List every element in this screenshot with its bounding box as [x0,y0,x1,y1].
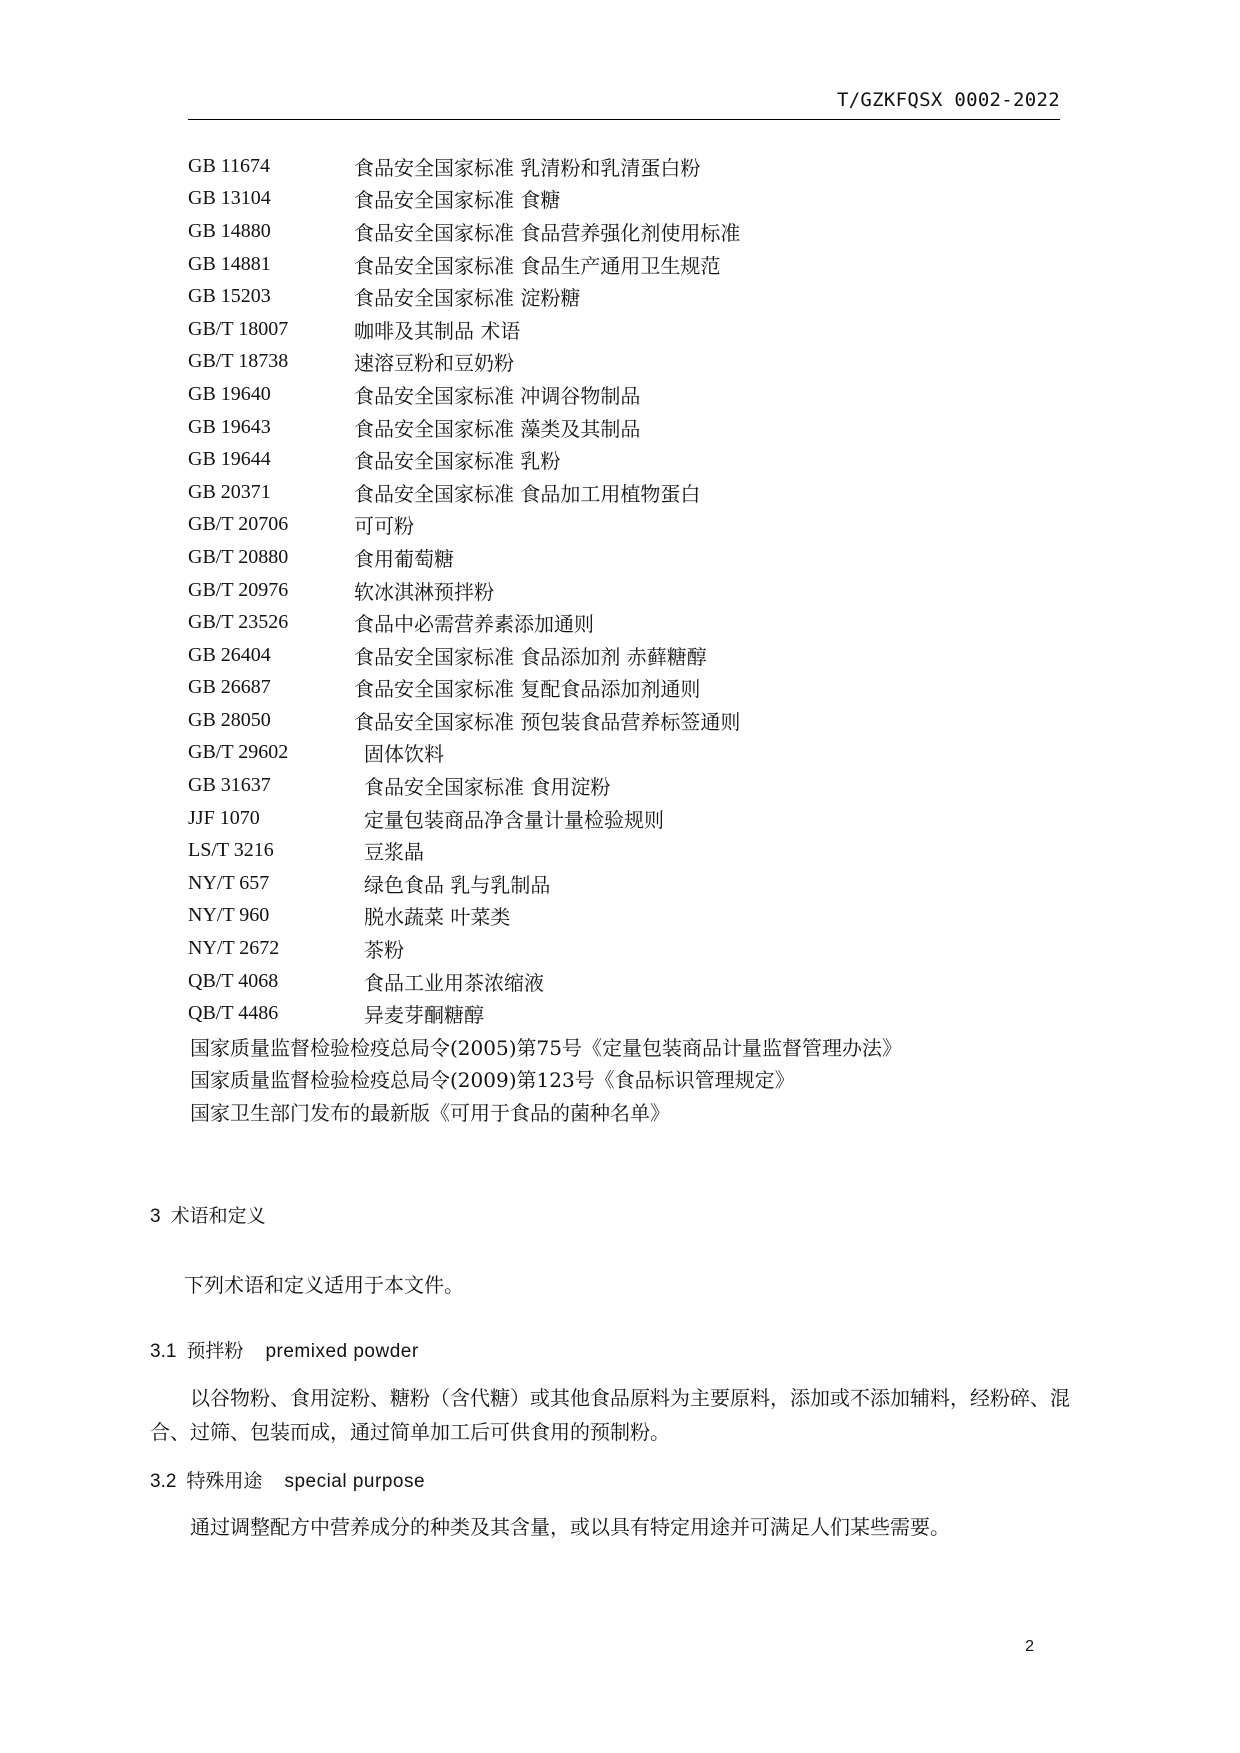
reference-row [188,965,1068,998]
reference-code: GB/T 20976 [188,578,289,601]
reference-row [188,313,1068,346]
reference-code: GB 13104 [188,187,271,210]
reference-code: QB/T 4486 [188,1002,279,1025]
reference-row [188,802,1068,835]
reference-title: 软冰淇淋预拌粉 [354,579,494,604]
reference-title: 食品安全国家标准 冲调谷物制品 [354,383,641,408]
reference-code: GB/T 20706 [188,513,289,536]
term-title-cn: 特殊用途 [186,1471,263,1492]
reference-row [188,639,1068,672]
reference-row [188,606,1068,639]
reference-code: GB/T 18007 [188,317,289,340]
reference-row [188,378,1068,411]
reference-code: GB 14880 [188,219,271,242]
reference-title: 咖啡及其制品 术语 [354,318,521,343]
reference-title: 可可粉 [354,514,414,539]
reference-title: 食品中必需营养素添加通则 [354,612,594,637]
reference-row [188,932,1068,965]
reference-code: JJF 1070 [188,806,260,829]
reference-code: GB/T 20880 [188,545,289,568]
reference-code: GB 19644 [188,448,271,471]
reference-row [188,737,1068,770]
reference-title: 脱水蔬菜 叶菜类 [364,905,511,930]
reference-row [188,672,1068,705]
reference-row [188,346,1068,379]
reference-code: NY/T 2672 [188,937,280,960]
term-number: 3.2 [150,1471,177,1492]
reference-row [188,509,1068,542]
reference-title: 食品安全国家标准 乳清粉和乳清蛋白粉 [354,155,701,180]
reference-row [188,476,1068,509]
reference-code: GB 28050 [188,708,271,731]
reference-row [188,248,1068,281]
reference-row [188,867,1068,900]
term-title-en: special purpose [284,1471,426,1492]
reference-code: GB 19643 [188,415,271,438]
reference-row [188,900,1068,933]
term-3-2-definition: 通过调整配方中营养成分的种类及其含量，或以具有特定用途并可满足人们某些需要。 [190,1515,950,1539]
section-title: 术语和定义 [170,1206,266,1227]
reference-title: 食用葡萄糖 [354,546,454,571]
reference-title: 食品工业用茶浓缩液 [364,970,544,995]
reference-row [188,411,1068,444]
reference-code: GB/T 29602 [188,741,289,764]
regulation-note: 国家质量监督检验检疫总局令(2005)第75号《定量包装商品计量监督管理办法》 [190,1035,902,1060]
reference-code: GB 19640 [188,382,271,405]
regulation-note: 国家质量监督检验检疫总局令(2009)第123号《食品标识管理规定》 [190,1068,795,1093]
term-3-1-definition: 以谷物粉、食用淀粉、糖粉（含代糖）或其他食品原料为主要原料，添加或不添加辅料，经粉碎、混合、过筛、包装而成，通过简单加工后可供食用的预制粉。 [150,1386,1070,1444]
reference-title: 食品安全国家标准 预包装食品营养标签通则 [354,709,741,734]
term-3-2-heading [150,1466,425,1493]
reference-code: GB 14881 [188,252,271,275]
section-number: 3 [150,1206,161,1227]
reference-title: 食品安全国家标准 食品添加剂 赤藓糖醇 [354,644,707,669]
reference-title: 食品安全国家标准 复配食品添加剂通则 [354,677,701,702]
reference-row [188,541,1068,574]
reference-title: 食品安全国家标准 食品生产通用卫生规范 [354,253,721,278]
reference-row [188,215,1068,248]
reference-code: LS/T 3216 [188,839,274,862]
page-number: 2 [1025,1638,1034,1655]
reference-code: NY/T 657 [188,871,270,894]
reference-title: 食品安全国家标准 藻类及其制品 [354,416,641,441]
reference-code: GB 26404 [188,643,271,666]
term-number: 3.1 [150,1341,177,1362]
reference-code: QB/T 4068 [188,969,279,992]
section-intro: 下列术语和定义适用于本文件。 [184,1273,464,1297]
reference-title: 食品安全国家标准 乳粉 [354,449,561,474]
reference-title: 异麦芽酮糖醇 [364,1003,484,1028]
regulation-note: 国家卫生部门发布的最新版《可用于食品的菌种名单》 [190,1101,670,1126]
normative-references-list [188,150,1068,1128]
reference-code: GB 31637 [188,774,271,797]
reference-title: 豆浆晶 [364,840,424,865]
standard-code-header: T/GZKFQSX 0002-2022 [836,89,1060,111]
reference-title: 茶粉 [364,938,404,963]
reference-title: 食品安全国家标准 食用淀粉 [364,775,611,800]
section-3-heading [150,1201,266,1228]
reference-title: 绿色食品 乳与乳制品 [364,872,551,897]
reference-code: GB/T 23526 [188,611,289,634]
reference-row [188,997,1068,1030]
reference-row [188,183,1068,216]
reference-row [188,834,1068,867]
reference-title: 速溶豆粉和豆奶粉 [354,351,514,376]
reference-row [188,150,1068,183]
reference-row [188,443,1068,476]
reference-code: GB 11674 [188,154,271,177]
reference-code: GB 20371 [188,480,271,503]
reference-code: NY/T 960 [188,904,270,927]
reference-title: 固体饮料 [364,742,444,767]
reference-row [188,280,1068,313]
reference-row [188,574,1068,607]
reference-title: 食品安全国家标准 食品营养强化剂使用标准 [354,220,741,245]
reference-row [188,704,1068,737]
reference-row [188,769,1068,802]
header-rule [188,119,1060,120]
reference-title: 定量包装商品净含量计量检验规则 [364,807,664,832]
reference-title: 食品安全国家标准 食糖 [354,188,561,213]
term-3-1-heading [150,1336,419,1363]
term-title-cn: 预拌粉 [186,1341,244,1362]
reference-title: 食品安全国家标准 淀粉糖 [354,286,581,311]
reference-title: 食品安全国家标准 食品加工用植物蛋白 [354,481,701,506]
reference-code: GB 15203 [188,285,271,308]
reference-code: GB 26687 [188,676,271,699]
term-title-en: premixed powder [265,1341,419,1362]
reference-code: GB/T 18738 [188,350,289,373]
